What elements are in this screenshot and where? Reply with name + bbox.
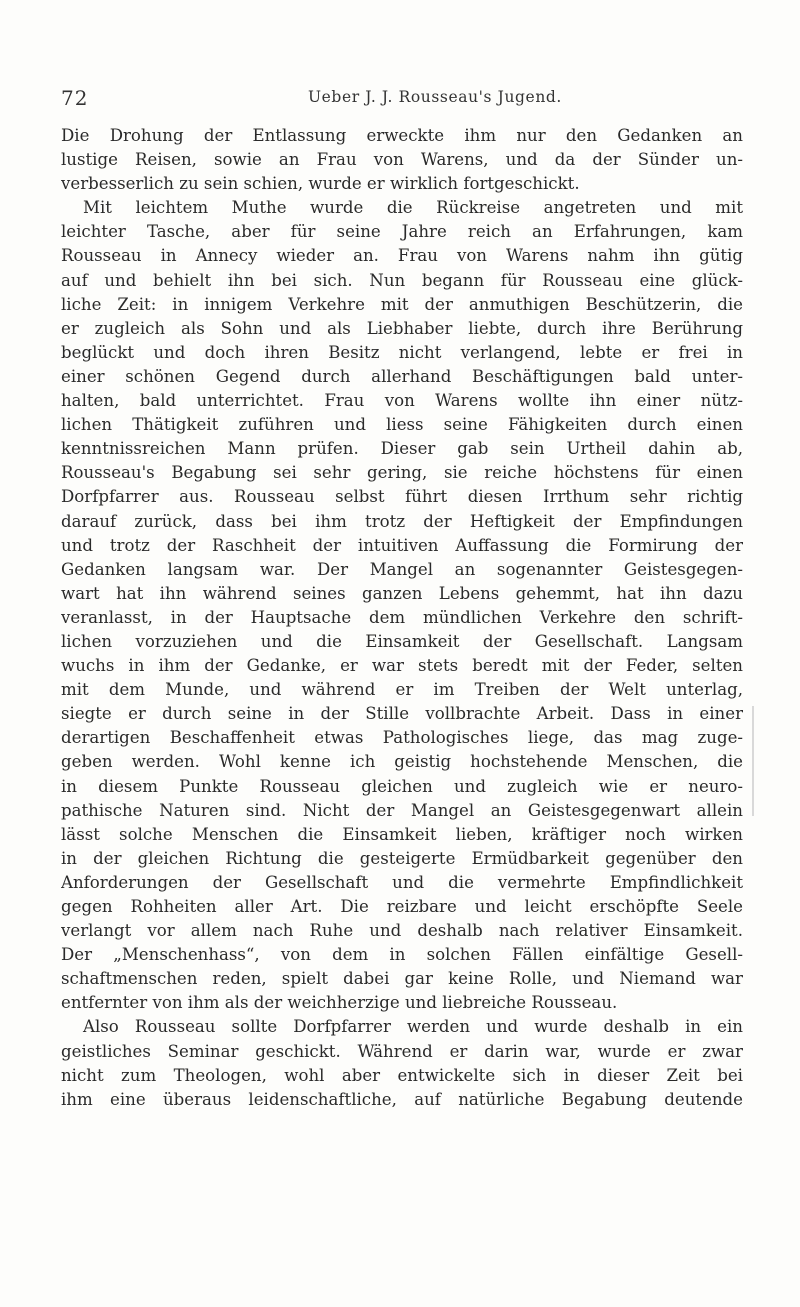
text-line: verbesserlich zu sein schien, wurde er wirklich fortgeschickt. [61, 174, 580, 194]
text-line: in der gleichen Richtung die gesteigerte Ermüdbarkeit gegenüber den [61, 848, 743, 868]
text-line: liche Zeit: in innigem Verkehre mit der anmuthigen Beschützerin, die [61, 294, 743, 314]
text-line: Rousseau in Annecy wieder an. Frau von Warens nahm ihn gütig [61, 246, 743, 266]
text-line: Mit leichtem Muthe wurde die Rückreise angetreten und mit [83, 198, 743, 218]
text-line: beglückt und doch ihren Besitz nicht verlangend, lebte er frei in [61, 342, 743, 362]
page-header [61, 86, 741, 112]
text-line: Dorfpfarrer aus. Rousseau selbst führt diesen Irrthum sehr richtig [61, 487, 743, 507]
text-line: darauf zurück, dass bei ihm trotz der Heftigkeit der Empfindungen [61, 511, 743, 531]
text-line: einer schönen Gegend durch allerhand Beschäftigungen bald unter- [61, 366, 743, 386]
text-line: in diesem Punkte Rousseau gleichen und zugleich wie er neuro- [61, 776, 743, 796]
text-line: halten, bald unterrichtet. Frau von Warens wollte ihn einer nütz- [61, 391, 743, 411]
text-line: mit dem Munde, und während er im Treiben der Welt unterlag, [61, 680, 743, 700]
margin-mark [752, 706, 754, 816]
text-line: entfernter von ihm als der weichherzige und liebreiche Rousseau. [61, 993, 618, 1013]
text-line: ihm eine überaus leidenschaftliche, auf natürliche Begabung deutende [61, 1089, 743, 1109]
text-line: Anforderungen der Gesellschaft und die vermehrte Empfindlichkeit [61, 872, 743, 892]
body-text [61, 124, 743, 1112]
text-line: siegte er durch seine in der Stille vollbrachte Arbeit. Dass in einer [61, 704, 743, 724]
text-line: verlangt vor allem nach Ruhe und deshalb nach relativer Einsamkeit. [61, 921, 743, 941]
text-line: Die Drohung der Entlassung erweckte ihm nur den Gedanken an [61, 126, 743, 145]
text-line: derartigen Beschaffenheit etwas Pathologisches liege, das mag zuge- [61, 728, 743, 748]
text-line: gegen Rohheiten aller Art. Die reizbare und leicht erschöpfte Seele [61, 897, 743, 916]
text-line: lichen Thätigkeit zuführen und liess seine Fähigkeiten durch einen [61, 415, 743, 435]
text-line: schaftmenschen reden, spielt dabei gar keine Rolle, und Niemand war [61, 969, 743, 989]
text-line: lustige Reisen, sowie an Frau von Warens, und da der Sünder un- [61, 150, 743, 170]
text-line: geistliches Seminar geschickt. Während er darin war, wurde er zwar [61, 1041, 743, 1061]
text-line: Der „Menschenhass“, von dem in solchen Fällen einfältige Gesell- [61, 945, 743, 965]
text-line: auf und behielt ihn bei sich. Nun begann für Rousseau eine glück- [61, 270, 743, 290]
text-line: wart hat ihn während seines ganzen Lebens gehemmt, hat ihn dazu [61, 583, 743, 603]
running-title: Ueber J. J. Rousseau's Jugend. [308, 88, 562, 106]
text-line: lässt solche Menschen die Einsamkeit lieben, kräftiger noch wirken [61, 824, 743, 844]
text-line: Also Rousseau sollte Dorfpfarrer werden und wurde deshalb in ein [83, 1017, 743, 1037]
text-line: geben werden. Wohl kenne ich geistig hochstehende Menschen, die [61, 752, 743, 772]
text-line: er zugleich als Sohn und als Liebhaber liebte, durch ihre Berührung [61, 318, 743, 338]
text-line: Gedanken langsam war. Der Mangel an sogenannter Geistesgegen- [61, 559, 743, 579]
text-line: und trotz der Raschheit der intuitiven Auffassung die Formirung der [61, 535, 743, 555]
text-line: pathische Naturen sind. Nicht der Mangel an Geistesgegenwart allein [61, 800, 743, 820]
text-line: leichter Tasche, aber für seine Jahre reich an Erfahrungen, kam [61, 222, 743, 242]
text-line: lichen vorzuziehen und die Einsamkeit der Gesellschaft. Langsam [61, 631, 743, 651]
page-number: 72 [61, 86, 89, 110]
text-line: Rousseau's Begabung sei sehr gering, sie reiche höchstens für einen [61, 463, 743, 483]
text-line: nicht zum Theologen, wohl aber entwickelte sich in dieser Zeit bei [61, 1065, 743, 1085]
text-line: wuchs in ihm der Gedanke, er war stets beredt mit der Feder, selten [61, 656, 743, 676]
text-line: veranlasst, in der Hauptsache dem mündlichen Verkehre den schrift- [61, 607, 743, 627]
text-line: kenntnissreichen Mann prüfen. Dieser gab sein Urtheil dahin ab, [61, 439, 743, 459]
